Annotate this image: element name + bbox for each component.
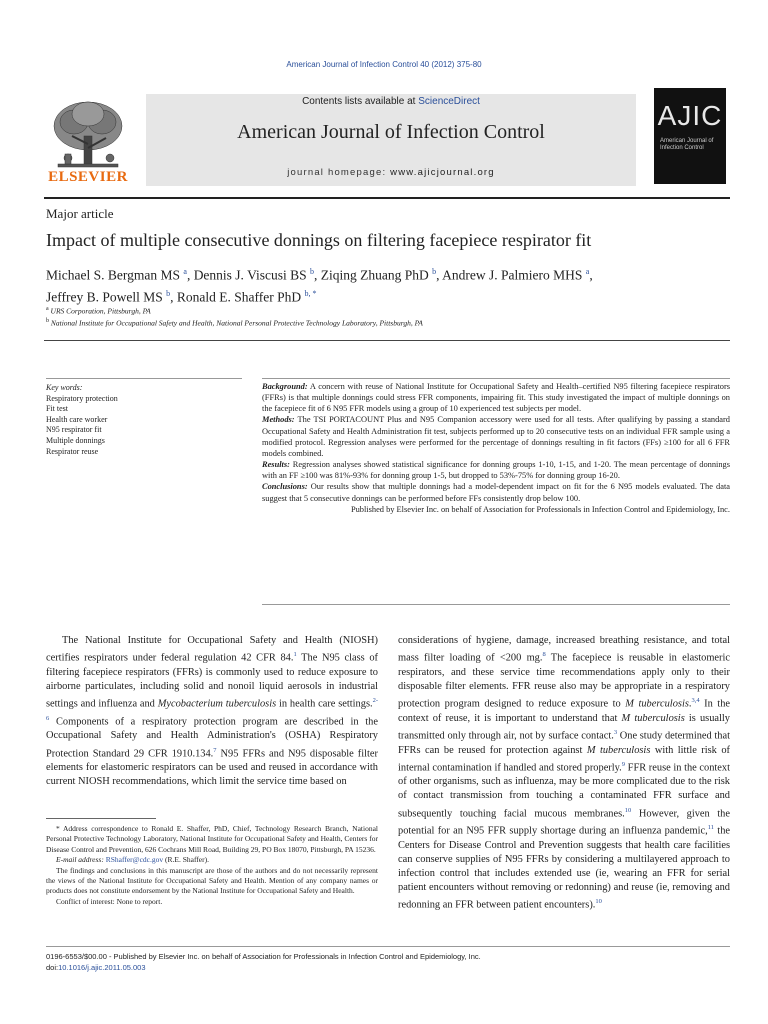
footer-issn [46,951,481,973]
keywords-heading: Key words: [46,383,83,392]
footer-rule [46,946,730,947]
article-title: Impact of multiple consecutive donnings on filtering facepiece respirator fit [46,230,592,250]
homepage-link[interactable]: www.ajicjournal.org [390,167,495,178]
doi-line: doi:10.1016/j.ajic.2011.05.003 [46,963,146,972]
reference-link[interactable]: 7 [213,746,217,754]
keyword: Respirator reuse [46,446,99,456]
author-affiliation-link[interactable]: a [585,267,590,276]
author: Michael S. Bergman MS [46,267,180,283]
disclaimer-note: The findings and conclusions in this manuscript are those of the authors and do not necessarily represent the views of the National Institute for Occupational Safety and Health. Mention of any company names or products does not constitute endorsement by the National Institute for Occupational Safety and Health. [46,865,378,896]
abstract-conclusions: Conclusions: Our results show that multiple donnings had a model-dependent impact on fit for the 6 N95 models evaluated. The data suggest that 5 consecutive donnings can be performed before FFs consistently drop below 100. [262,482,731,503]
author: Andrew J. Palmiero MHS [442,267,583,283]
abstract-methods: Methods: The TSI PORTACOUNT Plus and N95 Companion accessory were used for all tests. After qualifying by passing a standard Occupational Safety and Health Administration fit test, subjects performed up to 20 consecutive tests on an individual FFR sample using a modified protocol. Regression analyses were performed for the percentage of donnings resulting in fit factors (FFs) ≥100 for all 6 FFR models combined. [262,415,730,458]
author: Ziqing Zhuang PhD [320,267,429,283]
author: Ronald E. Shaffer PhD [176,289,302,304]
conflict-note: Conflict of interest: None to report. [56,896,163,906]
author-list: Michael S. Bergman MS $^a$, Dennis J. Viscusi BS $^b$, Ziqing Zhuang PhD $^b$, Andrew J. Palmiero MHS $^a$, Jeffrey B. Powell MS $^b$, Ronald E. Shaffer PhD $^{b, *}$ [46,267,593,304]
affiliation-b: $^b$ National Institute for Occupational Safety and Health, National Personal Protective Technology Laboratory, Pittsburgh, PA [46,318,423,328]
body-column-right: considerations of hygiene, damage, increased breathing resistance, and total mass filter loading of <200 mg.$^8$ The facepiece is reusable in elastomeric respirators, and these service time recommendations apply only to their disposable filter elements. FFR reuse also may be appropriate in a respiratory protection program designed to reduce exposure to M tuberculosis.$^{3,4}$ In the context of reuse, it is important to understand that M tuberculosis is usually transmitted only through air, not by surface contact.$^3$ One study determined that FFRs can be reused for protection against M tuberculosis with little risk of internal contamination if handled and stored properly.$^9$ FFR reuse in the context of other organisms, such as influenza, may be more complicated due to the risk of contact transmission from touching a contaminated FFR surface and subsequently touching facial mucous membranes.$^{10}$ However, given the potential for an N95 FFR supply shortage during an influenza pandemic,$^{11}$ the Centers for Disease Control and Prevention suggests that health care facilities can conserve supplies of N95 FFRs by considering a multilayered approach to infection control that includes extended use (ie, wearing an FFR for serial patient encounters without removing or redonning) and reuse (ie, removing and redonning an FFR between patient encounters).$^{10}$ [398,635,731,911]
abstract-rule [262,378,730,379]
journal-title: American Journal of Infection Control [237,121,545,143]
reference-link[interactable]: 10 [595,898,602,906]
author-affiliation-link[interactable]: b, * [304,288,317,298]
contents-available-line [146,96,636,107]
reference-link[interactable]: 11 [707,824,714,832]
keywords-block [46,383,242,457]
doi-link[interactable]: 10.1016/j.ajic.2011.05.003 [58,963,146,972]
homepage-prefix: journal homepage: [287,167,391,178]
ajic-logo: AJIC [657,100,723,131]
keyword: N95 respirator fit [46,425,102,435]
abstract-published-by: Published by Elsevier Inc. on behalf of Association for Professionals in Infection Control and Epidemiology, Inc. [350,504,730,514]
body-column-left: The National Institute for Occupational Safety and Health (NIOSH) certifies respirators under federal regulation 42 CFR 84.$^1$ The N95 class of filtering facepiece respirators (FFRs) is commonly used to reduce exposure to airborne particulates, including solid and nonoil liquid aerosols in industrial settings and influenza and Mycobacterium tuberculosis in health care settings.$^{2-6}$ Components of a respiratory protection program are described in the Occupational Safety and Health Administration's (OSHA) Respiratory Protection Standard 29 CFR 1910.134.$^7$ N95 FFRs and N95 disposable filter elements for elastomeric respirators can be used and reused in accordance with current NIOSH recommendations, which limit the service time based on [46,635,379,788]
footnote-rule [46,818,156,819]
reference-link[interactable]: 8 [542,651,546,659]
author-affiliation-link[interactable]: b [166,288,171,298]
reference-link[interactable]: 3 [613,728,618,736]
keyword: Respiratory protection [46,393,118,403]
email-note: E-mail address: RShaffer@cdc.gov (R.E. Shaffer). [56,855,209,865]
reference-link[interactable]: 3,4 [691,697,700,705]
journal-citation[interactable]: American Journal of Infection Control 40 (2012) 375-80 [286,60,482,69]
reference-link[interactable]: 2-6 [46,697,379,722]
cover-subtitle: American Journal of Infection Control [660,138,714,151]
author-affiliation-link[interactable]: b [310,267,315,276]
contents-prefix: Contents lists available at [302,96,419,107]
issn-line: 0196-6553/$00.00 - Published by Elsevier Inc. on behalf of Association for Professionals in Infection Control and Epidemiology, Inc. [46,952,481,961]
footnotes [46,824,378,907]
keyword: Health care worker [46,414,108,424]
abstract-bottom-rule [262,604,730,605]
abstract-background: Background: A concern with reuse of National Institute for Occupational Safety and Health–certified N95 filtering facepiece respirators (FFRs) is that multiple donnings could stress FFR components, impairing fit. This study investigated the impact of multiple donnings on the facepiece fit of 6 N95 FFR models using a group of 10 experienced test subjects per model. [262,382,730,414]
reference-link[interactable]: 9 [621,760,626,768]
keyword: Fit test [46,404,69,414]
abstract-results: Results: Regression analyses showed statistical significance for donning groups 1-10, 1-15, and 1-20. The mean percentage of donnings with an FF ≥100 was 81%-93% for donning group 1-5, but dropped to 53%-75% for donning group 16-20. [262,460,731,481]
elsevier-logo-text: ELSEVIER [48,169,128,185]
journal-homepage [146,167,636,178]
sciencedirect-link[interactable]: ScienceDirect [418,96,480,107]
affiliation-a: $^a$ URS Corporation, Pittsburgh, PA [46,306,151,316]
abstract [262,381,730,515]
correspondence-note: * Address correspondence to Ronald E. Shaffer, PhD, Chief, Technology Research Branch, National Personal Protective Technology Laboratory, National Institute for Occupational Safety and Health, Centers for Disease Control and Prevention, 626 Cochrans Mill Road, Building 29, PO Box 18070, Pittsburgh, PA 15236. [46,824,378,854]
keyword: Multiple donnings [46,435,105,445]
header-rule [44,197,730,199]
author: Dennis J. Viscusi BS [193,267,307,283]
reference-link[interactable]: 1 [293,651,297,659]
reference-link[interactable]: 10 [624,806,632,814]
email-link[interactable]: RShaffer@cdc.gov [105,855,164,865]
section-rule [44,340,730,341]
article-type: Major article [46,206,114,221]
author-affiliation-link[interactable]: b [432,267,437,276]
keywords-rule [46,378,242,379]
author: Jeffrey B. Powell MS [46,289,163,304]
author-affiliation-link[interactable]: a [183,267,187,276]
